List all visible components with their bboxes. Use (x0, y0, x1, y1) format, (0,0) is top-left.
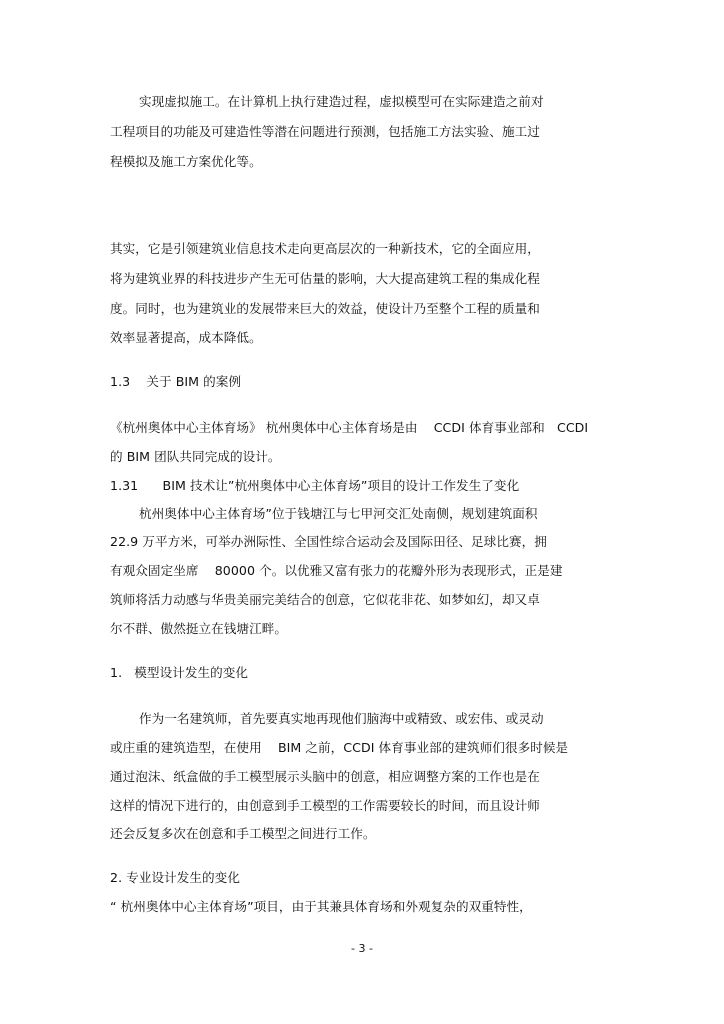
section-heading: 1.31 BIM 技术让”杭州奥体中心主体育场”项目的设计工作发生了变化 (110, 478, 520, 493)
text-line: 还会反复多次在创意和手工模型之间进行工作。 (110, 826, 376, 841)
text-line: 效率显著提高，成本降低。 (110, 330, 262, 345)
section-heading: 2. 专业设计发生的变化 (110, 870, 240, 885)
text-line: 将为建筑业界的科技进步产生无可估量的影响，大大提高建筑工程的集成化程 (110, 271, 540, 286)
text-line: 或庄重的建筑造型，在使用 BIM 之前，CCDI 体育事业部的建筑师们很多时候是 (110, 740, 569, 755)
text-line: 筑师将活力动感与华贵美丽完美结合的创意，它似花非花、如梦如幻，却又卓 (110, 592, 540, 607)
text-line: 其实，它是引领建筑业信息技术走向更高层次的一种新技术，它的全面应用， (110, 241, 540, 256)
text-line: 尔不群、傲然挺立在钱塘江畔。 (110, 621, 288, 636)
text-line: 有观众固定坐席 80000 个。以优雅又富有张力的花瓣外形为表现形式，正是建 (110, 563, 563, 578)
text-line: 《杭州奥体中心主体育场》 杭州奥体中心主体育场是由 CCDI 体育事业部和 CCDI (110, 420, 589, 435)
text-line: 通过泡沫、纸盒做的手工模型展示头脑中的创意，相应调整方案的工作也是在 (110, 769, 540, 784)
section-heading: 1.3 关于 BIM 的案例 (110, 374, 242, 389)
section-heading: 1. 模型设计发生的变化 (110, 665, 249, 680)
text-line: 工程项目的功能及可建造性等潜在问题进行预测，包括施工方法实验、施工过 (110, 124, 540, 139)
text-line: 杭州奥体中心主体育场”位于钱塘江与七甲河交汇处南侧，规划建筑面积 (139, 506, 538, 521)
text-line: 程模拟及施工方案优化等。 (110, 154, 262, 169)
page-number: - 3 - (351, 942, 373, 955)
text-line: 的 BIM 团队共同完成的设计。 (110, 449, 281, 464)
text-line: 作为一名建筑师，首先要真实地再现他们脑海中或精致、或宏伟、或灵动 (139, 711, 544, 726)
text-line: “ 杭州奥体中心主体育场”项目，由于其兼具体育场和外观复杂的双重特性， (110, 899, 532, 914)
text-line: 实现虚拟施工。在计算机上执行建造过程，虚拟模型可在实际建造之前对 (139, 94, 544, 109)
text-line: 这样的情况下进行的，由创意到手工模型的工作需要较长的时间，而且设计师 (110, 798, 540, 813)
text-line: 度。同时，也为建筑业的发展带来巨大的效益，使设计乃至整个工程的质量和 (110, 301, 540, 316)
text-line: 22.9 万平方米，可举办洲际性、全国性综合运动会及国际田径、足球比赛，拥 (110, 534, 547, 549)
